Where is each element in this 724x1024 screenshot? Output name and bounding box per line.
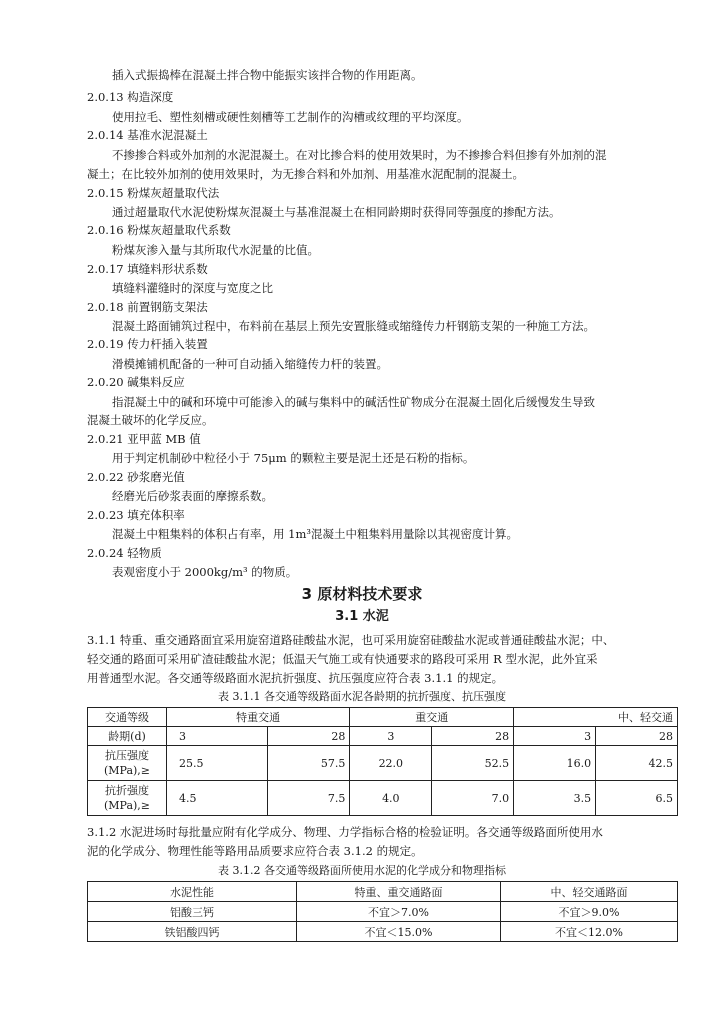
paragraph-line: 3.1.1 特重、重交通路面宜采用旋窑道路硅酸盐水泥，也可采用旋窑硅酸盐水泥或普通硅酸盐水泥；中、	[87, 633, 615, 647]
table-cell: 3	[514, 727, 596, 746]
table-row-label: 龄期(d)	[88, 727, 167, 746]
table-cell: 3	[350, 727, 432, 746]
paragraph-line: 3.1.2 水泥进场时每批量应附有化学成分、物理、力学指标合格的检验证明。各交通等级路面所使用水	[87, 825, 603, 839]
table-row	[88, 746, 678, 781]
term-heading: 2.0.18 前置钢筋支架法	[87, 300, 208, 314]
paragraph-line: 轻交通的路面可采用矿渣硅酸盐水泥；低温天气施工或有快通要求的路段可采用 R 型水泥，此外宜采	[87, 652, 598, 666]
table-cell: 6.5	[596, 781, 678, 816]
definition-text: 填缝料灌缝时的深度与宽度之比	[112, 281, 273, 295]
term-heading: 2.0.16 粉煤灰超量取代系数	[87, 223, 231, 237]
definition-text: 粉煤灰渗入量与其所取代水泥量的比值。	[112, 243, 319, 257]
term-heading: 2.0.13 构造深度	[87, 90, 174, 104]
table-cell: 不宜＞9.0%	[501, 902, 678, 922]
definition-text: 混凝土路面铺筑过程中，布料前在基层上预先安置胀缝或缩缝传力杆钢筋支架的一种施工方法。	[112, 319, 595, 333]
definition-text: 混凝土中粗集料的体积占有率，用 1m³混凝土中粗集料用量除以其视密度计算。	[112, 527, 518, 541]
table-cell: 3	[167, 727, 268, 746]
term-heading: 2.0.24 轻物质	[87, 546, 162, 560]
table-row	[88, 902, 678, 922]
definition-text: 滑模摊铺机配备的一种可自动插入缩缝传力杆的装置。	[112, 357, 388, 371]
table-caption: 表 3.1.1 各交通等级路面水泥各龄期的抗折强度、抗压强度	[218, 690, 506, 703]
table-header-cell: 特重、重交通路面	[297, 882, 501, 902]
table-header-cell: 水泥性能	[88, 882, 297, 902]
definition-text: 通过超量取代水泥使粉煤灰混凝土与基准混凝土在相同龄期时获得同等强度的掺配方法。	[112, 205, 561, 219]
table-cell: 42.5	[596, 746, 678, 781]
term-heading: 2.0.23 填充体积率	[87, 508, 185, 522]
table-header-cell: 交通等级	[88, 708, 167, 727]
definition-text: 表观密度小于 2000kg/m³ 的物质。	[112, 565, 298, 579]
term-heading: 2.0.22 砂浆磨光值	[87, 470, 185, 484]
table-cell: 52.5	[432, 746, 514, 781]
table-cell: 28	[596, 727, 678, 746]
table-row-label: 铝酸三钙	[88, 902, 297, 922]
definition-text: 指混凝土中的碱和环境中可能渗入的碱与集料中的碱活性矿物成分在混凝土固化后缓慢发生导致	[112, 395, 595, 409]
definition-text: 使用拉毛、塑性刻槽或硬性刻槽等工艺制作的沟槽或纹理的平均深度。	[112, 110, 469, 124]
table-header-cell: 中、轻交通路面	[501, 882, 678, 902]
definition-text: 经磨光后砂浆表面的摩擦系数。	[112, 489, 273, 503]
table-cell: 4.5	[167, 781, 268, 816]
definition-text: 凝土；在比较外加剂的使用效果时，为无掺合料和外加剂、用基准水泥配制的混凝土。	[87, 167, 524, 181]
table-header-cell: 中、轻交通	[514, 708, 678, 727]
table-cell: 不宜＜12.0%	[501, 922, 678, 942]
table-row	[88, 781, 678, 816]
term-heading: 2.0.21 亚甲蓝 MB 值	[87, 432, 201, 446]
table-cell: 28	[268, 727, 350, 746]
term-heading: 2.0.19 传力杆插入装置	[87, 337, 208, 351]
table-row-label	[88, 781, 167, 816]
definition-text: 用于判定机制砂中粒径小于 75μm 的颗粒主要是泥土还是石粉的指标。	[112, 451, 475, 465]
table-cell: 7.5	[268, 781, 350, 816]
table-header-cell: 特重交通	[167, 708, 350, 727]
table-row-label	[88, 746, 167, 781]
cement-chemistry-table	[87, 881, 678, 942]
table-cell: 不宜＜15.0%	[297, 922, 501, 942]
paragraph-line: 用普通型水泥。各交通等级路面水泥抗折强度、抗压强度应符合表 3.1.1 的规定。	[87, 671, 504, 685]
table-row	[88, 882, 678, 902]
label-line: 抗压强度	[105, 749, 149, 762]
label-line: 抗折强度	[105, 784, 149, 797]
table-row	[88, 727, 678, 746]
table-cell: 28	[432, 727, 514, 746]
table-cell: 57.5	[268, 746, 350, 781]
table-cell: 3.5	[514, 781, 596, 816]
label-line: (MPa),≥	[103, 764, 151, 777]
table-caption: 表 3.1.2 各交通等级路面所使用水泥的化学成分和物理指标	[218, 864, 506, 877]
definition-text: 不掺掺合料或外加剂的水泥混凝土。在对比掺合料的使用效果时，为不掺掺合料但掺有外加剂的混	[112, 148, 607, 162]
table-row	[88, 708, 678, 727]
table-cell: 16.0	[514, 746, 596, 781]
term-heading: 2.0.14 基准水泥混凝土	[87, 128, 208, 142]
table-header-cell: 重交通	[350, 708, 514, 727]
label-line: (MPa),≥	[103, 799, 151, 812]
section-title: 3.1 水泥	[335, 609, 389, 624]
definition-text: 混凝土破坏的化学反应。	[87, 413, 214, 427]
term-heading: 2.0.15 粉煤灰超量取代法	[87, 186, 220, 200]
table-row	[88, 922, 678, 942]
table-cell: 7.0	[432, 781, 514, 816]
paragraph-line: 泥的化学成分、物理性能等路用品质要求应符合表 3.1.2 的规定。	[87, 844, 423, 858]
term-heading: 2.0.17 填缝料形状系数	[87, 262, 208, 276]
table-row-label: 铁铝酸四钙	[88, 922, 297, 942]
cement-strength-table	[87, 707, 678, 816]
definition-text: 插入式振捣棒在混凝土拌合物中能振实该拌合物的作用距离。	[112, 68, 423, 82]
table-cell: 22.0	[350, 746, 432, 781]
chapter-title: 3 原材料技术要求	[301, 585, 423, 603]
table-cell: 不宜＞7.0%	[297, 902, 501, 922]
term-heading: 2.0.20 碱集料反应	[87, 375, 185, 389]
table-cell: 25.5	[167, 746, 268, 781]
table-cell: 4.0	[350, 781, 432, 816]
